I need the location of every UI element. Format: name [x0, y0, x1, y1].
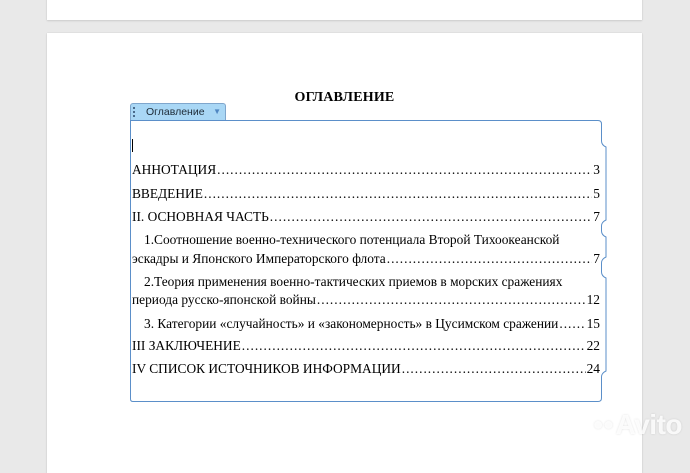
document-page[interactable] [47, 33, 642, 473]
drag-handle-icon[interactable] [133, 107, 135, 117]
toc-entry[interactable]: эскадры и Японского Императорского флота ..... 7 [132, 251, 600, 267]
toc-entry-line1[interactable]: 1.Соотношение военно-технического потенциала Второй Тихоокеанской [144, 232, 560, 247]
toc-entry[interactable]: 3. Категории «случайность» и «закономерность» в Цусимском сражении ..... 15 [132, 316, 600, 332]
toc-heading: ОГЛАВЛЕНИЕ [294, 90, 395, 105]
toc-entry[interactable]: IV СПИСОК ИСТОЧНИКОВ ИНФОРМАЦИИ ..... 24 [132, 361, 600, 377]
content-control-label: Оглавление [146, 106, 205, 118]
toc-entry[interactable]: III ЗАКЛЮЧЕНИЕ ..... 22 [132, 338, 600, 354]
previous-page [47, 0, 642, 20]
toc-entry[interactable]: АННОТАЦИЯ ..... 3 [132, 162, 600, 178]
content-control-tab[interactable] [130, 103, 226, 120]
chevron-down-icon[interactable]: ▼ [213, 107, 221, 116]
toc-entry[interactable]: периода русско-японской войны ..... 12 [132, 292, 600, 308]
avito-watermark: ●●Avito [592, 409, 682, 440]
avito-logo-icon: ●● [592, 414, 614, 434]
toc-entry[interactable]: ВВЕДЕНИЕ ..... 5 [132, 186, 600, 202]
toc-entry[interactable]: II. ОСНОВНАЯ ЧАСТЬ ..... 7 [132, 209, 600, 225]
text-cursor [132, 139, 133, 152]
toc-entry-line1[interactable]: 2.Теория применения военно-тактических приемов в морских сражениях [144, 274, 563, 289]
